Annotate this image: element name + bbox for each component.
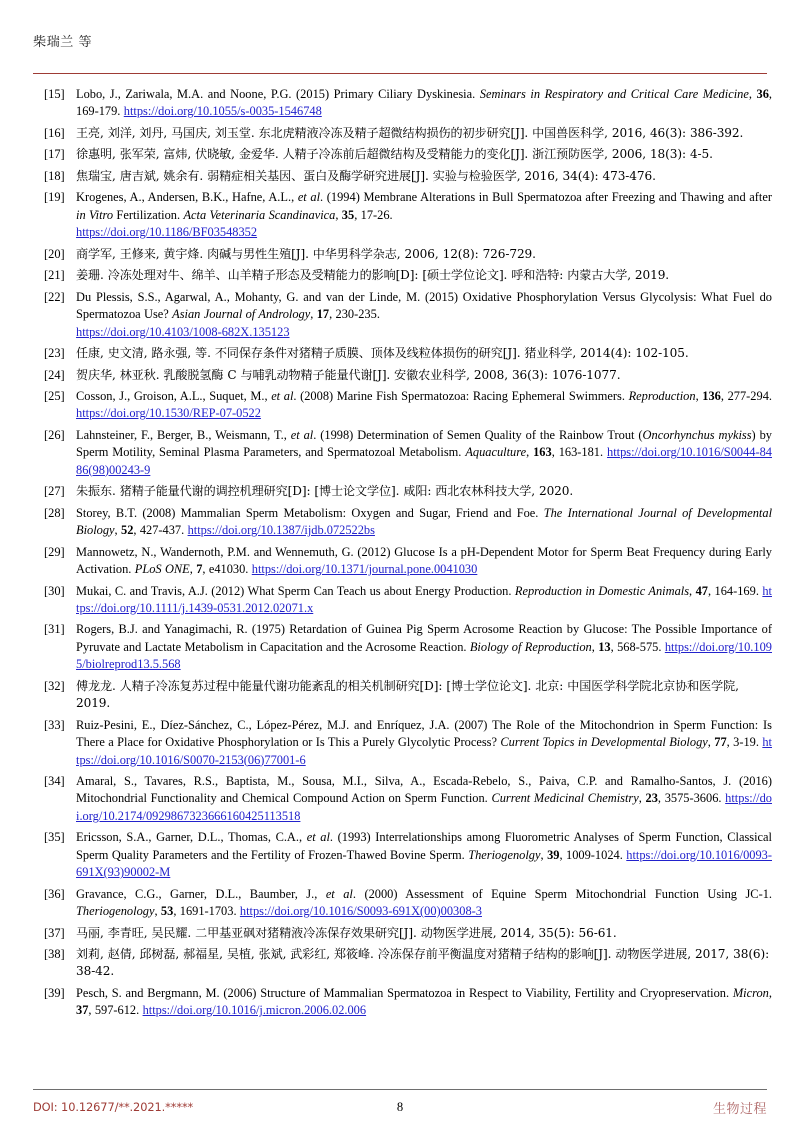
header-divider-rule <box>33 73 767 74</box>
reference-entry <box>44 267 772 284</box>
reference-number: [31] <box>44 622 65 637</box>
reference-text: Du Plessis, S.S., Agarwal, A., Mohanty, G. and van der Linde, M. (2015) Oxidative Phosphorylation Versus Glycolysis: What Fuel do Spermatozoa Use? Asian Journal of Andrology, 17, 230-235. https://doi.org/10.4103/1008-682X.135123 <box>76 289 772 339</box>
reference-text: Mukai, C. and Travis, A.J. (2012) What Sperm Can Teach us about Energy Production. Reproduction in Domestic Animals, 47, 164-169. https://doi.org/10.1111/j.1439-0531.2012.02071.x <box>76 583 772 615</box>
reference-text: 任康, 史文清, 路永强, 等. 不同保存条件对猪精子质膜、顶体及线粒体损伤的研究[J]. 猪业科学, 2014(4): 102-105. <box>76 346 689 361</box>
reference-text: Lahnsteiner, F., Berger, B., Weismann, T., et al. (1998) Determination of Semen Quality of the Rainbow Trout (Oncorhynchus mykiss) by Sperm Motility, Seminal Plasma Parameters, and Spermatozoal Metabolism. Aquaculture, 163, 163-181. https://doi.org/10.1016/S0044-8486(98)00243-9 <box>76 427 772 477</box>
doi-link[interactable]: https://doi.org/10.1016/S0044-8486(98)00243-9 <box>76 445 772 477</box>
reference-number: [29] <box>44 544 65 559</box>
reference-entry <box>44 678 772 713</box>
reference-entry <box>44 773 772 825</box>
reference-entry <box>44 621 772 673</box>
reference-number: [23] <box>44 346 65 361</box>
reference-number: [19] <box>44 190 65 205</box>
reference-number: [16] <box>44 125 65 140</box>
doi-link[interactable]: https://doi.org/10.1055/s-0035-1546748 <box>123 104 322 119</box>
reference-number: [21] <box>44 268 65 283</box>
doi-link[interactable]: https://doi.org/10.1387/ijdb.072522bs <box>187 523 375 538</box>
reference-entry <box>44 125 772 142</box>
reference-entry <box>44 544 772 579</box>
doi-link[interactable]: https://doi.org/10.1016/S0070-2153(06)77001-6 <box>76 735 772 767</box>
reference-text: Lobo, J., Zariwala, M.A. and Noone, P.G. (2015) Primary Ciliary Dyskinesia. Seminars in Respiratory and Critical Care Medicine, 36, 169-179. https://doi.org/10.1055/s-0035-1546748 <box>76 87 772 119</box>
footer-journal-name: 生物过程 <box>712 1101 767 1117</box>
reference-entry <box>44 985 772 1020</box>
reference-text: Mannowetz, N., Wandernoth, P.M. and Wennemuth, G. (2012) Glucose Is a pH-Dependent Motor for Sperm Beat Frequency during Early Activation. PLoS ONE, 7, e41030. https://doi.org/10.1371/journal.pone.0041030 <box>76 544 772 577</box>
reference-number: [17] <box>44 147 65 162</box>
reference-text: Gravance, C.G., Garner, D.L., Baumber, J., et al. (2000) Assessment of Equine Sperm Mitochondrial Function Using JC-1. Theriogenology, 53, 1691-1703. https://doi.org/10.1016/S0093-691X(00)00308-3 <box>76 886 772 919</box>
reference-number: [28] <box>44 505 65 520</box>
reference-number: [22] <box>44 289 65 304</box>
reference-text: Ruiz-Pesini, E., Díez-Sánchez, C., López-Pérez, M.J. and Enríquez, J.A. (2007) The Role of the Mitochondrion in Sperm Function: Is There a Place for Oxidative Phosphorylation or Is This a Purely Glycolytic Process? Current Topics in Developmental Biology, 77, 3-19. https://doi.org/10.1016/S0070-2153(06)77001-6 <box>76 717 772 767</box>
reference-text: Ericsson, S.A., Garner, D.L., Thomas, C.A., et al. (1993) Interrelationships among Fluorometric Analyses of Sperm Function, Classical Sperm Quality Parameters and the Fertility of Frozen-Thawed Bovine Sperm. Theriogenolgy, 39, 1009-1024. https://doi.org/10.1016/0093-691X(93)90002-M <box>76 830 772 880</box>
reference-number: [27] <box>44 484 65 499</box>
footer-divider-rule <box>33 1089 767 1090</box>
reference-number: [33] <box>44 717 65 732</box>
doi-link[interactable]: https://doi.org/10.1530/REP-07-0522 <box>76 406 261 421</box>
reference-number: [20] <box>44 246 65 261</box>
reference-text: 刘莉, 赵倩, 邱树磊, 郝福星, 吴植, 张斌, 武彩红, 郑筱峰. 冷冻保存前平衡温度对猪精子结构的影响[J]. 动物医学进展, 2017, 38(6): 38-42. <box>76 947 770 979</box>
doi-link[interactable]: https://doi.org/10.1111/j.1439-0531.2012.02071.x <box>76 583 772 615</box>
reference-text: 徐惠明, 张军荣, 富炜, 伏晓敏, 金爱华. 人精子冷冻前后超微结构及受精能力的变化[J]. 浙江预防医学, 2006, 18(3): 4-5. <box>76 147 713 162</box>
reference-number: [32] <box>44 678 65 693</box>
doi-link[interactable]: https://doi.org/10.1371/journal.pone.0041030 <box>251 562 478 577</box>
reference-list <box>44 86 772 1024</box>
running-header-author: 柴瑞兰 等 <box>33 35 92 50</box>
reference-text: 王亮, 刘洋, 刘丹, 马国庆, 刘玉堂. 东北虎精液冷冻及精子超微结构损伤的初步研究[J]. 中国兽医科学, 2016, 46(3): 386-392. <box>76 125 744 140</box>
reference-text: Rogers, B.J. and Yanagimachi, R. (1975) Retardation of Guinea Pig Sperm Acrosome Reaction by Glucose: The Possible Importance of Pyruvate and Lactate Metabolism in Capacitation and the Acrosome Reaction. Biology of Reproduction, 13, 568-575. https://doi.org/10.1095/biolreprod13.5.568 <box>76 622 772 672</box>
reference-entry <box>44 289 772 341</box>
reference-number: [38] <box>44 947 65 962</box>
doi-link[interactable]: https://doi.org/10.2174/0929867323666160425113518 <box>76 791 772 823</box>
reference-entry <box>44 168 772 185</box>
reference-number: [25] <box>44 389 65 404</box>
reference-text: 焦瑞宝, 唐吉斌, 姚余有. 弱精症相关基因、蛋白及酶学研究进展[J]. 实验与检验医学, 2016, 34(4): 473-476. <box>76 168 656 183</box>
reference-entry <box>44 388 772 423</box>
reference-entry <box>44 583 772 618</box>
reference-text: 商学军, 王修来, 黄宇烽. 肉碱与男性生殖[J]. 中华男科学杂志, 2006, 12(8): 726-729. <box>76 246 536 261</box>
reference-entry <box>44 829 772 881</box>
reference-entry <box>44 246 772 263</box>
doi-link[interactable]: https://doi.org/10.1095/biolreprod13.5.568 <box>76 639 772 672</box>
reference-text: 贺庆华, 林亚秋. 乳酸脱氢酶 C 与哺乳动物精子能量代谢[J]. 安徽农业科学, 2008, 36(3): 1076-1077. <box>76 367 621 382</box>
reference-text: Pesch, S. and Bergmann, M. (2006) Structure of Mammalian Spermatozoa in Respect to Viability, Fertility and Cryopreservation. Micron, 37, 597-612. https://doi.org/10.1016/j.micron.2006.02.006 <box>76 985 772 1018</box>
reference-entry <box>44 717 772 769</box>
reference-number: [26] <box>44 427 65 442</box>
reference-text: Cosson, J., Groison, A.L., Suquet, M., et al. (2008) Marine Fish Spermatozoa: Racing Ephemeral Swimmers. Reproduction, 136, 277-294. https://doi.org/10.1530/REP-07-0522 <box>76 389 772 421</box>
reference-number: [24] <box>44 367 65 382</box>
reference-text: 马丽, 李青旺, 吴民耀. 二甲基亚砜对猪精液冷冻保存效果研究[J]. 动物医学进展, 2014, 35(5): 56-61. <box>76 925 617 940</box>
reference-entry <box>44 505 772 540</box>
running-header <box>33 36 767 62</box>
reference-number: [39] <box>44 985 65 1000</box>
reference-number: [37] <box>44 925 65 940</box>
reference-entry <box>44 367 772 384</box>
doi-link[interactable]: https://doi.org/10.4103/1008-682X.135123 <box>76 324 290 339</box>
reference-number: [36] <box>44 886 65 901</box>
reference-entry <box>44 146 772 163</box>
reference-text: 朱振东. 猪精子能量代谢的调控机理研究[D]: [博士论文学位]. 咸阳: 西北农林科技大学, 2020. <box>76 484 574 499</box>
reference-entry <box>44 483 772 500</box>
reference-number: [30] <box>44 583 65 598</box>
reference-entry <box>44 427 772 479</box>
doi-link[interactable]: https://doi.org/10.1016/j.micron.2006.02.006 <box>142 1003 367 1018</box>
reference-text: Storey, B.T. (2008) Mammalian Sperm Metabolism: Oxygen and Sugar, Friend and Foe. The International Journal of Developmental Biology, 52, 427-437. https://doi.org/10.1387/ijdb.072522bs <box>76 505 773 538</box>
reference-entry <box>44 886 772 921</box>
reference-text: Amaral, S., Tavares, R.S., Baptista, M., Sousa, M.I., Silva, A., Escada-Rebelo, S., Paiva, C.P. and Ramalho-Santos, J. (2016) Mitochondrial Functionality and Chemical Compound Action on Sperm Function. Current Medicinal Chemistry, 23, 3575-3606. https://doi.org/10.2174/0929867323666160425113518 <box>76 774 772 823</box>
reference-number: [34] <box>44 774 65 788</box>
reference-entry <box>44 946 772 981</box>
page-footer <box>33 1096 767 1118</box>
reference-number: [18] <box>44 168 65 183</box>
footer-page-number: 8 <box>396 1099 404 1114</box>
reference-number: [15] <box>44 87 65 101</box>
footer-doi: DOI: 10.12677/**.2021.***** <box>33 1100 194 1114</box>
reference-text: 傅龙龙. 人精子冷冻复苏过程中能量代谢功能紊乱的相关机制研究[D]: [博士学位论文]. 北京: 中国医学科学院北京协和医学院, 2019. <box>76 678 739 711</box>
reference-number: [35] <box>44 830 65 845</box>
reference-entry <box>44 189 772 241</box>
reference-entry <box>44 925 772 942</box>
doi-link[interactable]: https://doi.org/10.1016/S0093-691X(00)00308-3 <box>239 904 482 919</box>
reference-text: Krogenes, A., Andersen, B.K., Hafne, A.L., et al. (1994) Membrane Alterations in Bull Spermatozoa after Freezing and Thawing and after in Vitro Fertilization. Acta Veterinaria Scandinavica, 35, 17-26. https://doi.org/10.1186/BF03548352 <box>76 190 772 240</box>
doi-link[interactable]: https://doi.org/10.1186/BF03548352 <box>76 225 258 240</box>
reference-entry <box>44 86 772 121</box>
reference-entry <box>44 345 772 362</box>
doi-link[interactable]: https://doi.org/10.1016/0093-691X(93)90002-M <box>76 847 772 880</box>
reference-text: 姜珊. 冷冻处理对牛、绵羊、山羊精子形态及受精能力的影响[D]: [硕士学位论文]. 呼和浩特: 内蒙古大学, 2019. <box>76 268 670 283</box>
